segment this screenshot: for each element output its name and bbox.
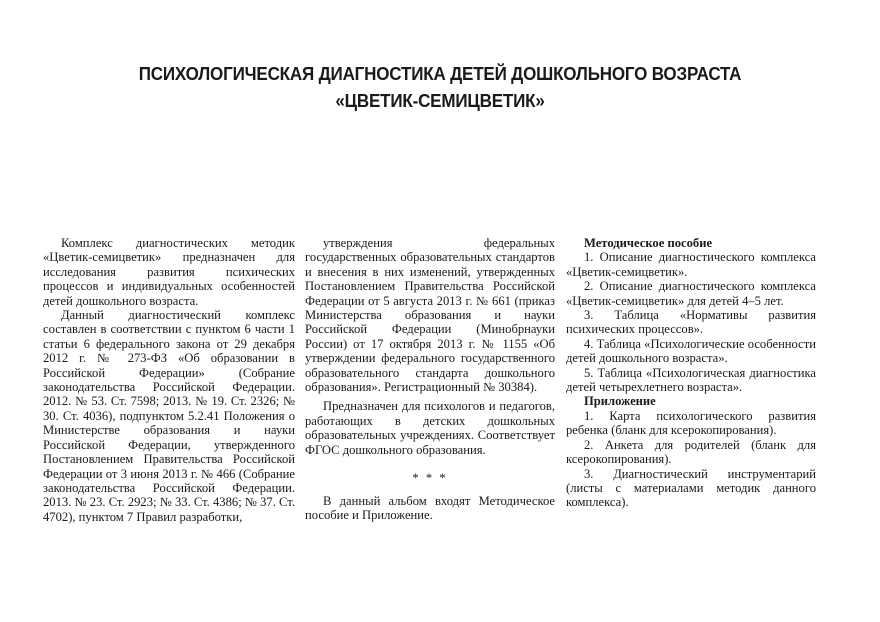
text-column-3 [566, 236, 816, 510]
paragraph: Данный диагностический комплекс составлен в соответствии с пунктом 6 части 1 статьи 6 федерального закона от 29 декабря 2012 г. № 273-ФЗ «Об образовании в Российской Федерации» (Собрание законодательства Российской Федерации. 2012. № 53. Ст. 7598; 2013. № 19. Ст. 2326; № 30. Ст. 4036), подпунктом 5.2.41 Положения о Министерстве образования и науки Российской Федерации, утвержденного Постановлением Правительства Российской Федерации от 3 июня 2013 г. № 466 (Собрание законодательства Российской Федерации. 2013. № 23. Ст. 2923; № 33. Ст. 4386; № 37. Ст. 4702), пунктом 7 Правил разработки, [43, 308, 295, 524]
list-item: 4. Таблица «Психологические особенности детей дошкольного возраста». [566, 336, 816, 366]
title-line-2: «ЦВЕТИК-СЕМИЦВЕТИК» [335, 90, 545, 111]
paragraph: Комплекс диагностических методик «Цветик-семицветик» предназначен для исследования развития психических процессов и индивидуальных особенностей детей дошкольного возраста. [43, 236, 295, 308]
list-item: 1. Описание диагностического комплекса «Цветик-семицветик». [566, 250, 816, 279]
list-item: 2. Описание диагностического комплекса «Цветик-семицветик» для детей 4–5 лет. [566, 279, 816, 308]
list-item: 3. Диагностический инструментарий (листы с материалами методик данного комплекса). [566, 466, 816, 510]
text-column-1 [43, 236, 295, 524]
section-separator: * * * [412, 471, 448, 486]
paragraph: В данный альбом входят Методическое пособие и Приложение. [305, 493, 555, 522]
list-item: 2. Анкета для родителей (бланк для ксерокопирования). [566, 437, 816, 467]
page-title [90, 60, 789, 114]
list-item: 1. Карта психологического развития ребенка (бланк для ксерокопирования). [566, 408, 816, 438]
title-line-1: ПСИХОЛОГИЧЕСКАЯ ДИАГНОСТИКА ДЕТЕЙ ДОШКОЛЬНОГО ВОЗРАСТА [138, 63, 742, 84]
section-heading-methodical-guide: Методическое пособие [584, 236, 713, 250]
paragraph: утверждения федеральных государственных образовательных стандартов и внесения в них изменений, утвержденных Постановлением Правительства Российской Федерации от 5 августа 2013 г. № 661 (приказ Министерства образования и науки Российской Федерации (Минобрнауки России) от 17 октября 2013 г. № 1155 «Об утверждении федерального государственного образовательного стандарта дошкольного образования». Регистрационный № 30384). [305, 236, 555, 395]
section-heading-appendix: Приложение [584, 394, 656, 409]
paragraph: Предназначен для психологов и педагогов, работающих в детских дошкольных образовательных учреждениях. Соответствует ФГОС дошкольного образования. [305, 399, 555, 457]
text-column-2 [305, 236, 555, 522]
list-item: 5. Таблица «Психологическая диагностика детей четырехлетнего возраста». [566, 365, 816, 395]
list-item: 3. Таблица «Нормативы развития психических процессов». [566, 308, 816, 337]
